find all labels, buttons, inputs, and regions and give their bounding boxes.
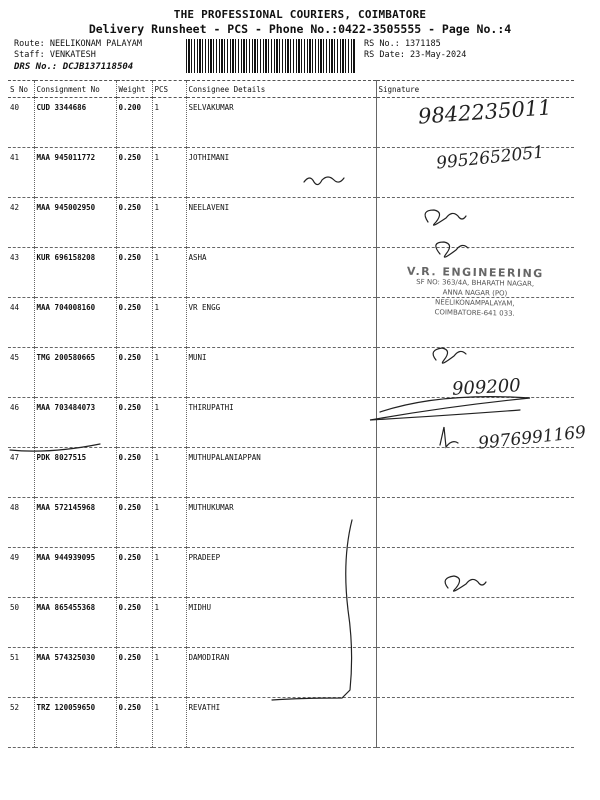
row-pcs: 1 xyxy=(152,148,186,198)
rs-date: RS Date: 23-May-2024 xyxy=(364,50,467,60)
table-row xyxy=(8,398,574,448)
handwritten-phone-46: 909200 xyxy=(451,375,522,400)
runsheet-table xyxy=(8,80,574,748)
row-consignee: JOTHIMANI xyxy=(186,148,376,198)
row-weight: 0.250 xyxy=(116,698,152,748)
table-row xyxy=(8,448,574,498)
col-weight: Weight xyxy=(116,81,152,98)
row-sno: 41 xyxy=(8,148,34,198)
row-sno: 47 xyxy=(8,448,34,498)
table-row xyxy=(8,598,574,648)
route-label: Route: NEELIKONAM PALAYAM xyxy=(14,39,142,49)
row-sno: 52 xyxy=(8,698,34,748)
row-consignment: MAA 865455368 xyxy=(34,598,116,648)
row-sno: 51 xyxy=(8,648,34,698)
row-weight: 0.250 xyxy=(116,598,152,648)
row-consignee: VR ENGG xyxy=(186,298,376,348)
company-title: THE PROFESSIONAL COURIERS, COIMBATORE xyxy=(173,8,427,21)
row-weight: 0.250 xyxy=(116,348,152,398)
col-sno: S No xyxy=(8,81,34,98)
row-pcs: 1 xyxy=(152,548,186,598)
row-weight: 0.250 xyxy=(116,248,152,298)
table-row xyxy=(8,198,574,248)
row-consignment: TRZ 120059650 xyxy=(34,698,116,748)
table-header-row xyxy=(8,81,574,98)
row-consignee: MIDHU xyxy=(186,598,376,648)
row-signature xyxy=(376,698,574,748)
table-row xyxy=(8,348,574,398)
row-consignee: DAMODIRAN xyxy=(186,648,376,698)
row-consignment: MAA 703484073 xyxy=(34,398,116,448)
row-consignee: MUTHUPALANIAPPAN xyxy=(186,448,376,498)
stamp-line-5: COIMBATORE-641 033. xyxy=(434,308,515,318)
handwritten-phone-40: 9842235011 xyxy=(417,95,553,129)
row-consignee: PRADEEP xyxy=(186,548,376,598)
row-signature xyxy=(376,348,574,398)
row-sno: 45 xyxy=(8,348,34,398)
row-pcs: 1 xyxy=(152,448,186,498)
row-weight: 0.250 xyxy=(116,398,152,448)
row-consignee: ASHA xyxy=(186,248,376,298)
row-weight: 0.250 xyxy=(116,648,152,698)
row-pcs: 1 xyxy=(152,98,186,148)
row-pcs: 1 xyxy=(152,198,186,248)
row-pcs: 1 xyxy=(152,598,186,648)
row-pcs: 1 xyxy=(152,648,186,698)
row-weight: 0.250 xyxy=(116,498,152,548)
row-signature xyxy=(376,398,574,448)
row-consignment: KUR 696158208 xyxy=(34,248,116,298)
row-consignment: MAA 574325030 xyxy=(34,648,116,698)
row-consignment: MAA 704008160 xyxy=(34,298,116,348)
row-signature xyxy=(376,198,574,248)
row-sno: 49 xyxy=(8,548,34,598)
row-weight: 0.250 xyxy=(116,298,152,348)
row-signature xyxy=(376,148,574,198)
barcode xyxy=(186,39,356,73)
row-sno: 48 xyxy=(8,498,34,548)
col-pcs: PCS xyxy=(152,81,186,98)
handwritten-phone-41: 9952652051 xyxy=(435,142,545,174)
row-weight: 0.250 xyxy=(116,148,152,198)
row-pcs: 1 xyxy=(152,498,186,548)
row-sno: 42 xyxy=(8,198,34,248)
row-pcs: 1 xyxy=(152,298,186,348)
stamp-line-4: NEELIKONAMPALAYAM, xyxy=(435,298,515,308)
company-stamp xyxy=(380,266,571,319)
row-consignment: MAA 944939095 xyxy=(34,548,116,598)
table-row xyxy=(8,98,574,148)
col-consignment: Consignment No xyxy=(34,81,116,98)
row-weight: 0.250 xyxy=(116,198,152,248)
row-signature xyxy=(376,98,574,148)
table-row xyxy=(8,498,574,548)
rs-number: RS No.: 1371185 xyxy=(364,39,441,49)
row-consignment: TMG 200580665 xyxy=(34,348,116,398)
stamp-line-3: ANNA NAGAR (PO) xyxy=(442,288,508,298)
row-consignment: MAA 572145968 xyxy=(34,498,116,548)
drs-number: DRS No.: DCJB137118504 xyxy=(14,62,134,72)
stamp-line-2: SF NO: 363/4A, BHARATH NAGAR, xyxy=(416,277,535,289)
table-row xyxy=(8,698,574,748)
runsheet-subtitle: Delivery Runsheet - PCS - Phone No.:0422-3505555 - Page No.:4 xyxy=(88,22,512,36)
col-consignee: Consignee Details xyxy=(186,81,376,98)
row-consignee: MUTHUKUMAR xyxy=(186,498,376,548)
row-consignee: MUNI xyxy=(186,348,376,398)
row-consignment: CUD 3344686 xyxy=(34,98,116,148)
row-signature xyxy=(376,648,574,698)
row-pcs: 1 xyxy=(152,248,186,298)
row-pcs: 1 xyxy=(152,398,186,448)
row-signature xyxy=(376,448,574,498)
stamp-line-1: V.R. ENGINEERING xyxy=(406,264,544,281)
row-pcs: 1 xyxy=(152,348,186,398)
row-consignee: REVATHI xyxy=(186,698,376,748)
row-consignee: THIRUPATHI xyxy=(186,398,376,448)
row-sno: 40 xyxy=(8,98,34,148)
row-sno: 50 xyxy=(8,598,34,648)
col-signature: Signature xyxy=(376,81,574,98)
row-consignment: PDK 8027515 xyxy=(34,448,116,498)
row-signature xyxy=(376,548,574,598)
staff-label: Staff: VENKATESH xyxy=(14,50,96,60)
table-row xyxy=(8,148,574,198)
row-sno: 46 xyxy=(8,398,34,448)
row-weight: 0.250 xyxy=(116,548,152,598)
table-row xyxy=(8,648,574,698)
row-sno: 44 xyxy=(8,298,34,348)
row-consignment: MAA 945002950 xyxy=(34,198,116,248)
row-consignment: MAA 945011772 xyxy=(34,148,116,198)
table-row xyxy=(8,548,574,598)
row-weight: 0.200 xyxy=(116,98,152,148)
handwritten-phone-47: 9976991169 xyxy=(477,422,587,454)
row-consignee: SELVAKUMAR xyxy=(186,98,376,148)
row-pcs: 1 xyxy=(152,698,186,748)
row-signature xyxy=(376,598,574,648)
row-weight: 0.250 xyxy=(116,448,152,498)
row-signature xyxy=(376,498,574,548)
row-sno: 43 xyxy=(8,248,34,298)
row-consignee: NEELAVENI xyxy=(186,198,376,248)
